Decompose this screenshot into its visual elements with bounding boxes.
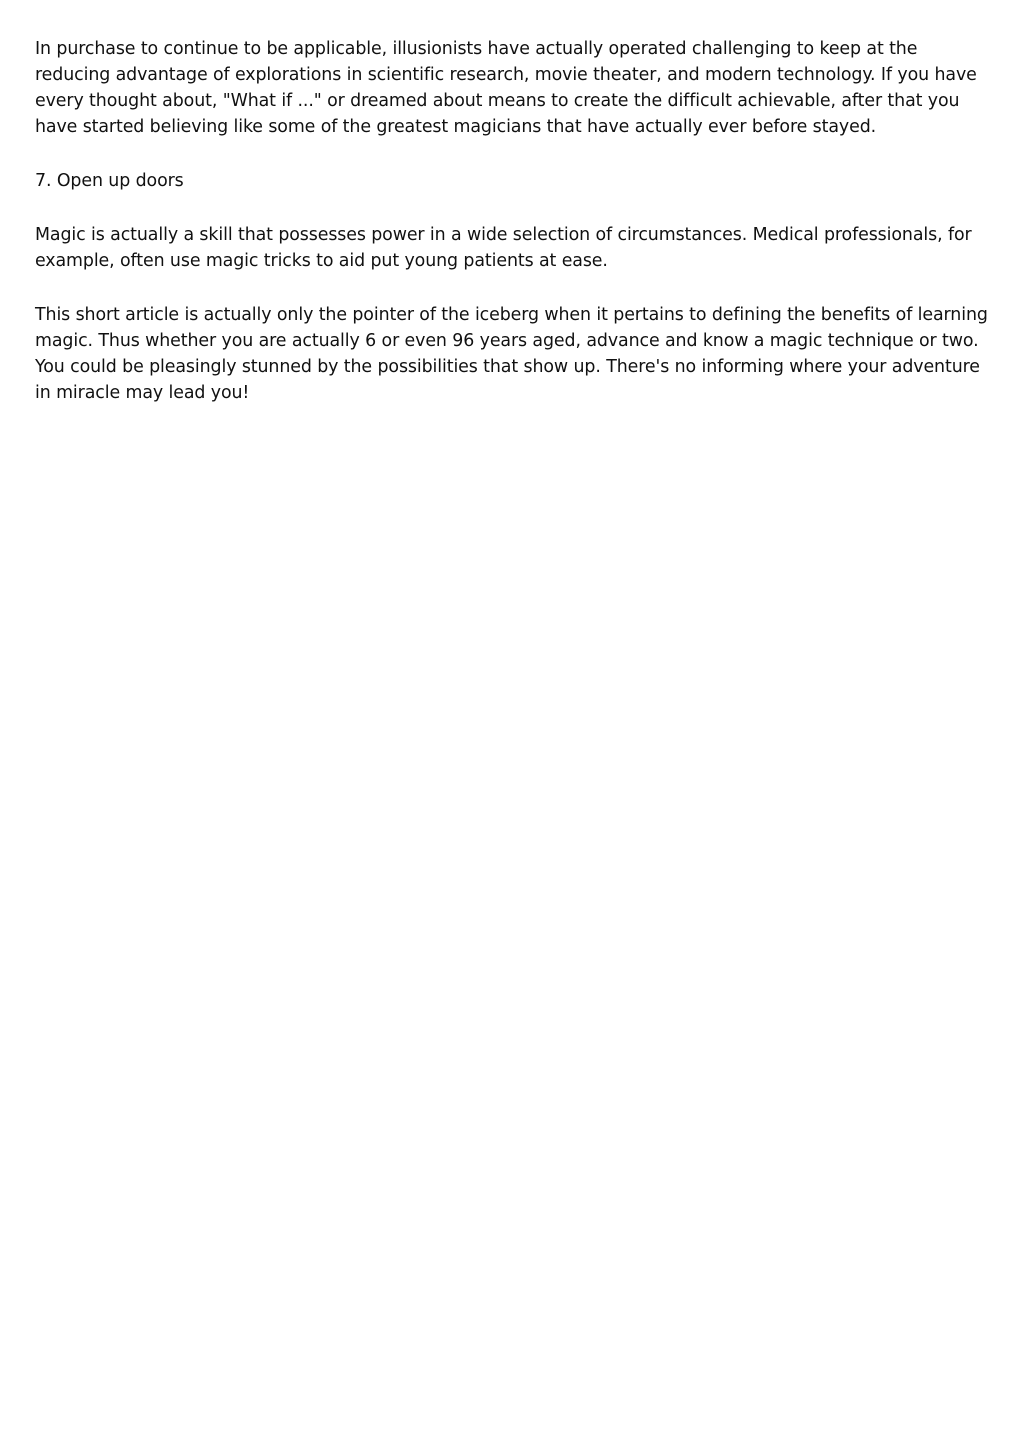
document-page [35, 36, 990, 434]
paragraph-conclusion: This short article is actually only the pointer of the iceberg when it pertains to defining the benefits of learning magic. Thus whether you are actually 6 or even 96 years aged, advance and know a magic technique or two. You could be pleasingly stunned by the possibilities that show up. There's no informing where your adventure in miracle may lead you! [35, 305, 988, 403]
paragraph-relevance: In purchase to continue to be applicable, illusionists have actually operated challenging to keep at the reducing advantage of explorations in scientific research, movie theater, and modern technology. If you have every thought about, "What if ..." or dreamed about means to create the difficult achievable, after that you have started believing like some of the greatest magicians that have actually ever before stayed. [35, 39, 977, 137]
paragraph-magic-skill: Magic is actually a skill that possesses power in a wide selection of circumstances. Medical professionals, for example, often use magic tricks to aid put young patients at ease. [35, 225, 972, 271]
section-heading-open-up-doors: 7. Open up doors [35, 171, 184, 191]
